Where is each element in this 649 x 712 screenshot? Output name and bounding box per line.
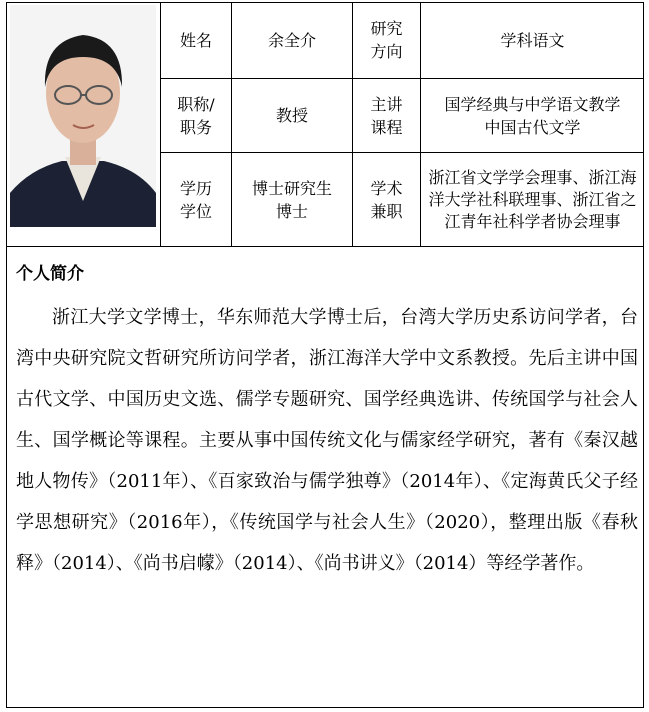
academic-posts-value: 浙江省文学学会理事、浙江海洋大学社科联理事、浙江省之江青年社科学者协会理事	[428, 167, 637, 231]
name-label: 姓名	[179, 30, 212, 50]
research-field-value: 学科语文	[500, 30, 565, 50]
person-photo	[10, 5, 156, 227]
title-value: 教授	[275, 106, 308, 125]
section-divider	[6, 246, 644, 247]
courses-value: 国学经典与中学语文教学 中国古代文学	[444, 94, 621, 137]
academic-posts-label: 学术 兼职	[370, 178, 403, 221]
courses-label: 主讲 课程	[370, 94, 403, 137]
degree-value: 博士研究生 博士	[251, 178, 332, 221]
person-photo-icon	[10, 5, 156, 227]
name-value: 余全介	[267, 30, 316, 50]
bio-text: 浙江大学文学博士，华东师范大学博士后，台湾大学历史系访问学者，台湾中央研究院文哲研究所访问学者，浙江海洋大学中文系教授。先后主讲中国古代文学、中国历史文选、儒学专题研究、国学经典选讲、传统国学与社会人生、国学概论等课程。主要从事中国传统文化与儒家经学研究，著有《秦汉越地人物传》（2011年）、《百家致治与儒学独尊》（2014年）、《定海黄氏父子经学思想研究》（2016年），《传统国学与社会人生》（2020），整理出版《春秋释》（2014）、《尚书启幪》（2014）、《尚书讲义》（2014）等经学著作。	[16, 307, 638, 574]
title-label: 职称/ 职务	[177, 94, 215, 137]
research-field-label: 研究 方向	[370, 19, 403, 61]
bio-title: 个人简介	[16, 264, 84, 284]
degree-label: 学历 学位	[179, 178, 212, 221]
